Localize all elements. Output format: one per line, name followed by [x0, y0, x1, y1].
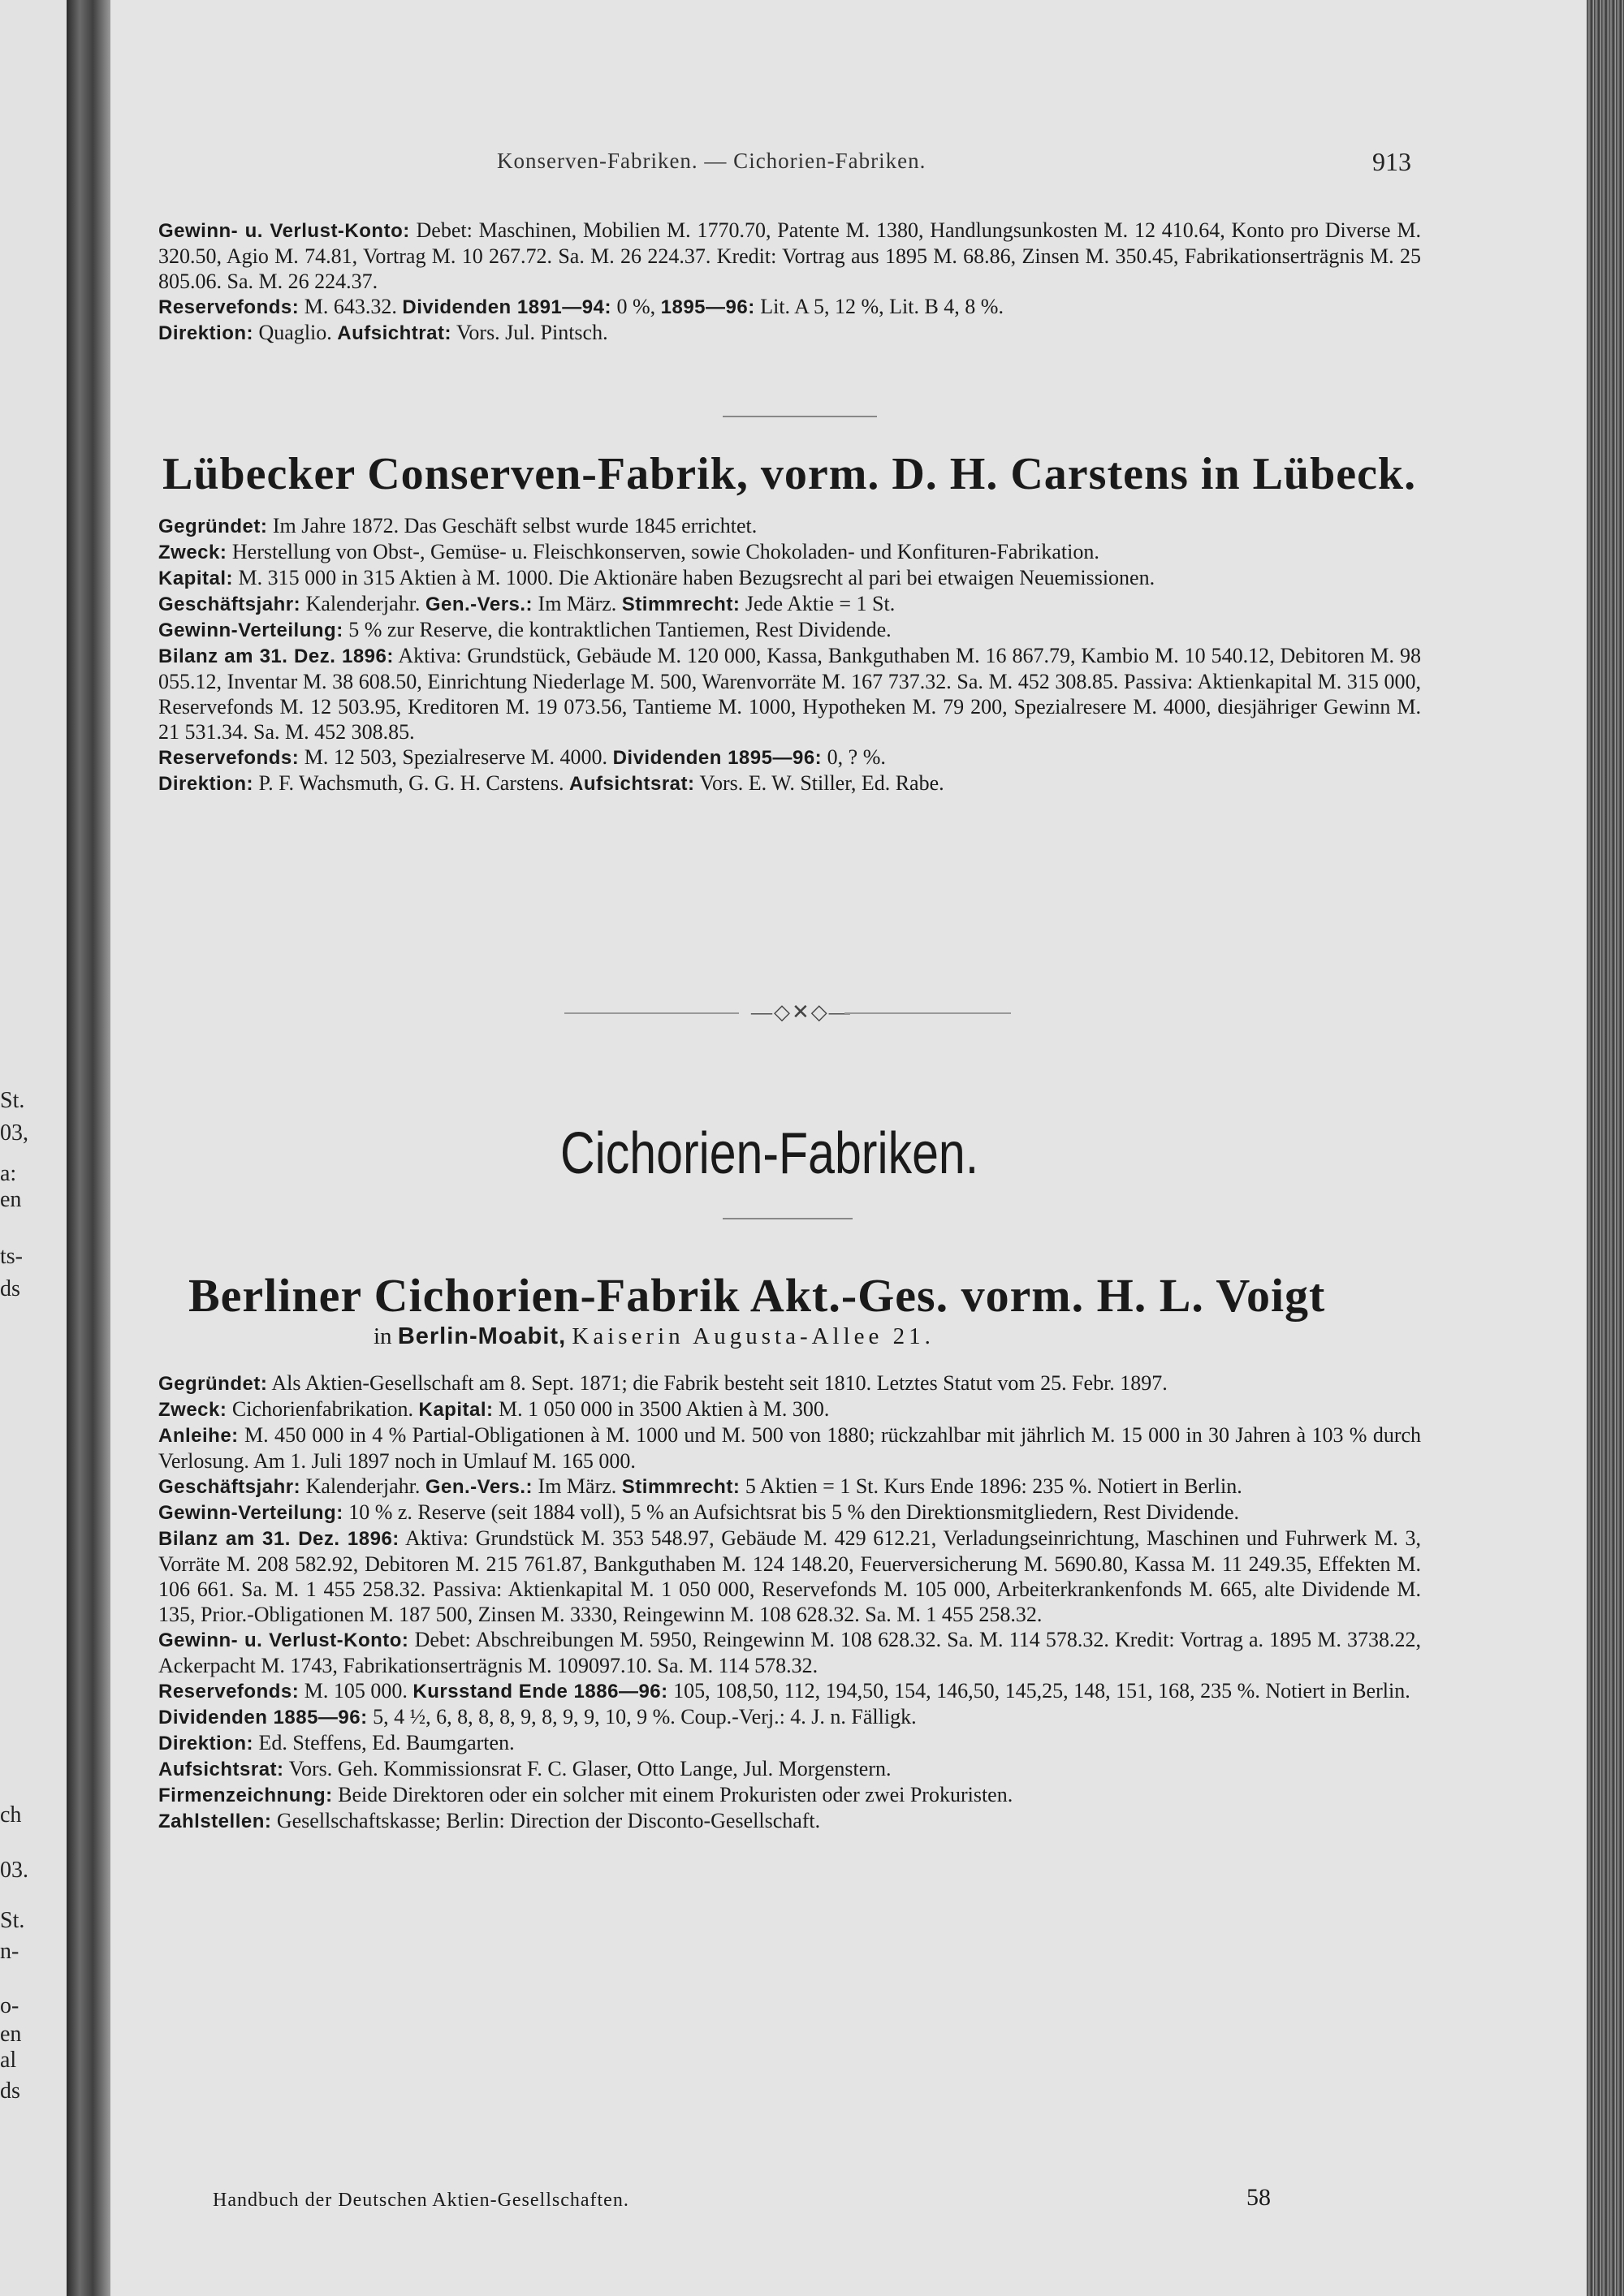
luebeck-entries: [158, 513, 1421, 796]
entry-text: Vors. Geh. Kommissionsrat F. C. Glaser, Otto Lange, Jul. Morgenstern.: [288, 1757, 892, 1780]
entry-label: Reservefonds:: [158, 747, 300, 769]
entry-text: Im März.: [538, 592, 617, 615]
margin-fragment: o-: [0, 1993, 19, 2018]
entry-text: 0, ? %.: [827, 745, 886, 769]
footer-signature: 58: [1246, 2184, 1271, 2211]
entry-label: Aufsichtrat:: [337, 322, 451, 344]
entry-label: Firmenzeichnung:: [158, 1785, 333, 1806]
margin-fragment: St.: [0, 1908, 25, 1933]
entry-label: Gegründet:: [158, 1373, 268, 1395]
entry-text: Vors. E. W. Stiller, Ed. Rabe.: [699, 771, 944, 795]
entry-text: Aktiva: Grundstück, Gebäude M. 120 000, Kassa, Bankguthaben M. 16 867.79, Kambio M. 10 540.12, Debitoren M. 98 055.12, Inventar M. 38 608.50, Einrichtung Niederlage M. 500, Warenvorräte M. 167 737.32. Sa. M. 452 308.85. Passiva: Aktienkapital M. 315 000, Reservefonds M. 12 503.95, Kreditoren M. 19 073.56, Tantieme M. 1000, Hypotheken M. 79 200, Spezialresere M. 4000, diesjähriger Gewinn M. 21 531.34. Sa. M. 452 308.85.: [158, 644, 1421, 744]
entry-label: Zweck:: [158, 1399, 227, 1421]
entry-text: Im Jahre 1872. Das Geschäft selbst wurde 1845 errichtet.: [272, 514, 758, 537]
entry-text: M. 105 000.: [304, 1679, 408, 1703]
entry-text: Debet: Maschinen, Mobilien M. 1770.70, Patente M. 1380, Handlungsunkosten M. 12 410.64, Konto pro Diverse M. 320.50, Agio M. 74.81, Vortrag M. 10 267.72. Sa. M. 26 224.37. Kredit: Vortrag aus 1895 M. 68.86, Zinsen M. 350.45, Fabrikationserträgnis M. 25 805.06. Sa. M. 26 224.37.: [158, 218, 1421, 293]
separator-rule: [723, 1218, 853, 1219]
book-gutter: [67, 0, 110, 2296]
entry-gewinn-verlust: [158, 1627, 1421, 1678]
address-city: Berlin-Moabit,: [397, 1323, 567, 1349]
margin-fragment: n-: [0, 1939, 19, 1964]
company-address: [374, 1323, 935, 1350]
section-heading: Cichorien-Fabriken.: [560, 1121, 979, 1186]
entry-gewinn-verlust: [158, 218, 1421, 294]
running-header: Konserven-Fabriken. — Cichorien-Fabriken.: [497, 149, 926, 173]
entry-text: Quaglio.: [258, 321, 332, 344]
entry-label: Aufsichtsrat:: [158, 1759, 284, 1780]
entry-anleihe: [158, 1422, 1421, 1474]
entry-text: Kalenderjahr.: [305, 592, 421, 615]
entry-label: Zweck:: [158, 542, 227, 563]
entry-bilanz: [158, 1526, 1421, 1627]
entry-label: Kapital:: [418, 1399, 494, 1421]
entry-zahlstellen: [158, 1808, 1421, 1834]
entry-direktion: [158, 320, 1421, 346]
entry-gegruendet: [158, 1370, 1421, 1396]
previous-page-edge: [0, 0, 67, 2296]
page-edge-stack: [1587, 0, 1624, 2296]
entry-label: Geschäftsjahr:: [158, 593, 301, 615]
entry-label: Aufsichtsrat:: [568, 773, 695, 795]
entry-text: 5 % zur Reserve, die kontraktlichen Tantiemen, Rest Dividende.: [348, 618, 892, 641]
entry-label: Dividenden 1891—94:: [402, 296, 611, 318]
margin-fragment: a:: [0, 1161, 17, 1186]
entry-text: 105, 108,50, 112, 194,50, 154, 146,50, 145,25, 148, 151, 168, 235 %. Notiert in Berlin.: [673, 1679, 1410, 1703]
entry-text: 5 Aktien = 1 St. Kurs Ende 1896: 235 %. Notiert in Berlin.: [745, 1474, 1242, 1498]
entry-geschaeftsjahr: [158, 591, 1421, 617]
section-ornament: [564, 1000, 1011, 1025]
entry-label: Stimmrecht:: [621, 593, 741, 615]
entry-reservefonds: [158, 744, 1421, 770]
entry-text: Debet: Abschreibungen M. 5950, Reingewinn M. 108 628.32. Sa. M. 114 578.32. Kredit: Vortrag a. 1895 M. 3738.22, Ackerpacht M. 1743, Fabrikationserträgnis M. 109097.10. Sa. M. 114 578.32.: [158, 1628, 1422, 1677]
entry-text: M. 643.32.: [304, 295, 397, 318]
entry-label: Kursstand Ende 1886—96:: [412, 1681, 668, 1703]
margin-fragment: St.: [0, 1088, 25, 1113]
margin-fragment: 03.: [0, 1858, 28, 1883]
address-street: Kaiserin Augusta-Allee 21.: [572, 1323, 935, 1349]
entry-label: Reservefonds:: [158, 1681, 300, 1703]
entry-zweck: [158, 539, 1421, 565]
entry-geschaeftsjahr: [158, 1474, 1421, 1500]
entry-label: Bilanz am 31. Dez. 1896:: [158, 645, 394, 667]
entry-text: Vors. Jul. Pintsch.: [456, 321, 608, 344]
entry-label: Anleihe:: [158, 1425, 239, 1447]
company-title-berliner: Berliner Cichorien-Fabrik Akt.-Ges. vorm. H. L. Voigt: [188, 1269, 1326, 1322]
entry-text: M. 1 050 000 in 3500 Aktien à M. 300.: [499, 1397, 830, 1421]
entry-text: M. 315 000 in 315 Aktien à M. 1000. Die Aktionäre haben Bezugsrecht al pari bei etwaigen Neuemissionen.: [238, 566, 1155, 589]
entry-text: Im März.: [538, 1474, 617, 1498]
prev-company-entries: [158, 218, 1421, 346]
entry-gegruendet: [158, 513, 1421, 539]
entry-label: Direktion:: [158, 322, 254, 344]
entry-text: Gesellschaftskasse; Berlin: Direction der Disconto-Gesellschaft.: [276, 1809, 821, 1832]
entry-text: Jede Aktie = 1 St.: [745, 592, 896, 615]
margin-fragment: en: [0, 2022, 22, 2047]
entry-dividenden: [158, 1704, 1421, 1730]
entry-label: Gegründet:: [158, 516, 268, 537]
separator-rule: [723, 416, 877, 417]
entry-label: Direktion:: [158, 773, 254, 795]
ornament-line-left: [564, 1012, 739, 1014]
entry-text: 0 %,: [616, 295, 661, 318]
entry-gewinn-verteilung: [158, 1500, 1421, 1526]
margin-fragment: ch: [0, 1802, 22, 1828]
entry-direktion: [158, 1730, 1421, 1756]
entry-reservefonds: [158, 294, 1421, 320]
entry-label: Dividenden 1885—96:: [158, 1707, 368, 1728]
entry-label: Gewinn- u. Verlust-Konto:: [158, 220, 410, 242]
entry-text: Beide Direktoren oder ein solcher mit einem Prokuristen oder zwei Prokuristen.: [338, 1783, 1013, 1806]
margin-fragment: ts-: [0, 1244, 23, 1269]
entry-aufsichtsrat: [158, 1756, 1421, 1782]
entry-label: Gewinn-Verteilung:: [158, 619, 343, 641]
entry-label: Gen.-Vers.:: [425, 593, 533, 615]
entry-bilanz: [158, 643, 1421, 744]
entry-text: P. F. Wachsmuth, G. G. H. Carstens.: [258, 771, 564, 795]
entry-kapital: [158, 565, 1421, 591]
entry-reservefonds: [158, 1678, 1421, 1704]
entry-text: Herstellung von Obst-, Gemüse- u. Fleischkonserven, sowie Chokoladen- und Konfituren-Fabrikation.: [231, 540, 1099, 563]
entry-direktion: [158, 770, 1421, 796]
page-number: 913: [1372, 147, 1411, 176]
entry-text: Kalenderjahr.: [305, 1474, 421, 1498]
entry-text: Als Aktien-Gesellschaft am 8. Sept. 1871; die Fabrik besteht seit 1810. Letztes Statut vom 25. Febr. 1897.: [271, 1371, 1168, 1395]
margin-fragment: ds: [0, 2078, 20, 2104]
entry-text: 10 % z. Reserve (seit 1884 voll), 5 % an Aufsichtsrat bis 5 % den Direktionsmitgliedern, Rest Dividende.: [348, 1500, 1240, 1524]
entry-label: Geschäftsjahr:: [158, 1476, 301, 1498]
entry-label: Kapital:: [158, 568, 234, 589]
entry-zweck: [158, 1396, 1421, 1422]
entry-text: M. 450 000 in 4 % Partial-Obligationen à M. 1000 und M. 500 von 1880; rückzahlbar mit jährlich M. 15 000 in 30 Jahren à 103 % durch Verlosung. Am 1. Juli 1897 noch in Umlauf M. 165 000.: [158, 1423, 1422, 1473]
entry-label: 1895—96:: [660, 296, 755, 318]
entry-text: 5, 4 ½, 6, 8, 8, 8, 9, 8, 9, 9, 10, 9 %. Coup.-Verj.: 4. J. n. Fälligk.: [373, 1705, 917, 1728]
margin-fragment: al: [0, 2048, 17, 2073]
ornament-glyph: —◇✕◇—: [751, 1000, 852, 1024]
ornament-line-right: [844, 1012, 1011, 1014]
margin-fragment: ds: [0, 1276, 20, 1301]
margin-fragment: en: [0, 1187, 22, 1212]
entry-text: Ed. Steffens, Ed. Baumgarten.: [258, 1731, 515, 1754]
footer-book-title: Handbuch der Deutschen Aktien-Gesellschaften.: [213, 2190, 629, 2211]
entry-label: Direktion:: [158, 1733, 254, 1754]
company-title-luebeck: Lübecker Conserven-Fabrik, vorm. D. H. Carstens in Lübeck.: [162, 449, 1417, 499]
entry-label: Gen.-Vers.:: [425, 1476, 533, 1498]
entry-label: Reservefonds:: [158, 296, 300, 318]
entry-text: Aktiva: Grundstück M. 353 548.97, Gebäude M. 429 612.21, Verladungseinrichtung, Maschinen und Fuhrwerk M. 3, Vorräte M. 208 582.92, Debitoren M. 215 761.87, Bankguthaben M. 124 148.20, Feuerversicherung M. 5690.80, Kassa M. 11 249.35, Effekten M. 106 661. Sa. M. 1 455 258.32. Passiva: Aktienkapital M. 1 050 000, Reservefonds M. 105 000, Arbeiterkrankenfonds M. 665, alte Dividende M. 135, Prior.-Obligationen M. 187 500, Zinsen M. 3330, Reingewinn M. 108 628.32. Sa. M. 1 455 258.32.: [158, 1526, 1421, 1626]
margin-fragment: 03,: [0, 1120, 28, 1146]
entry-label: Gewinn- u. Verlust-Konto:: [158, 1629, 409, 1651]
entry-label: Gewinn-Verteilung:: [158, 1502, 343, 1524]
entry-text: Cichorienfabrikation.: [231, 1397, 413, 1421]
entry-label: Bilanz am 31. Dez. 1896:: [158, 1528, 400, 1550]
entry-label: Stimmrecht:: [621, 1476, 741, 1498]
entry-text: Lit. A 5, 12 %, Lit. B 4, 8 %.: [760, 295, 1004, 318]
entry-firmenzeichnung: [158, 1782, 1421, 1808]
entry-gewinn-verteilung: [158, 617, 1421, 643]
entry-label: Dividenden 1895—96:: [612, 747, 823, 769]
entry-text: M. 12 503, Spezialreserve M. 4000.: [304, 745, 608, 769]
address-prefix: in: [374, 1323, 392, 1349]
berliner-entries: [158, 1370, 1421, 1834]
entry-label: Zahlstellen:: [158, 1810, 272, 1832]
